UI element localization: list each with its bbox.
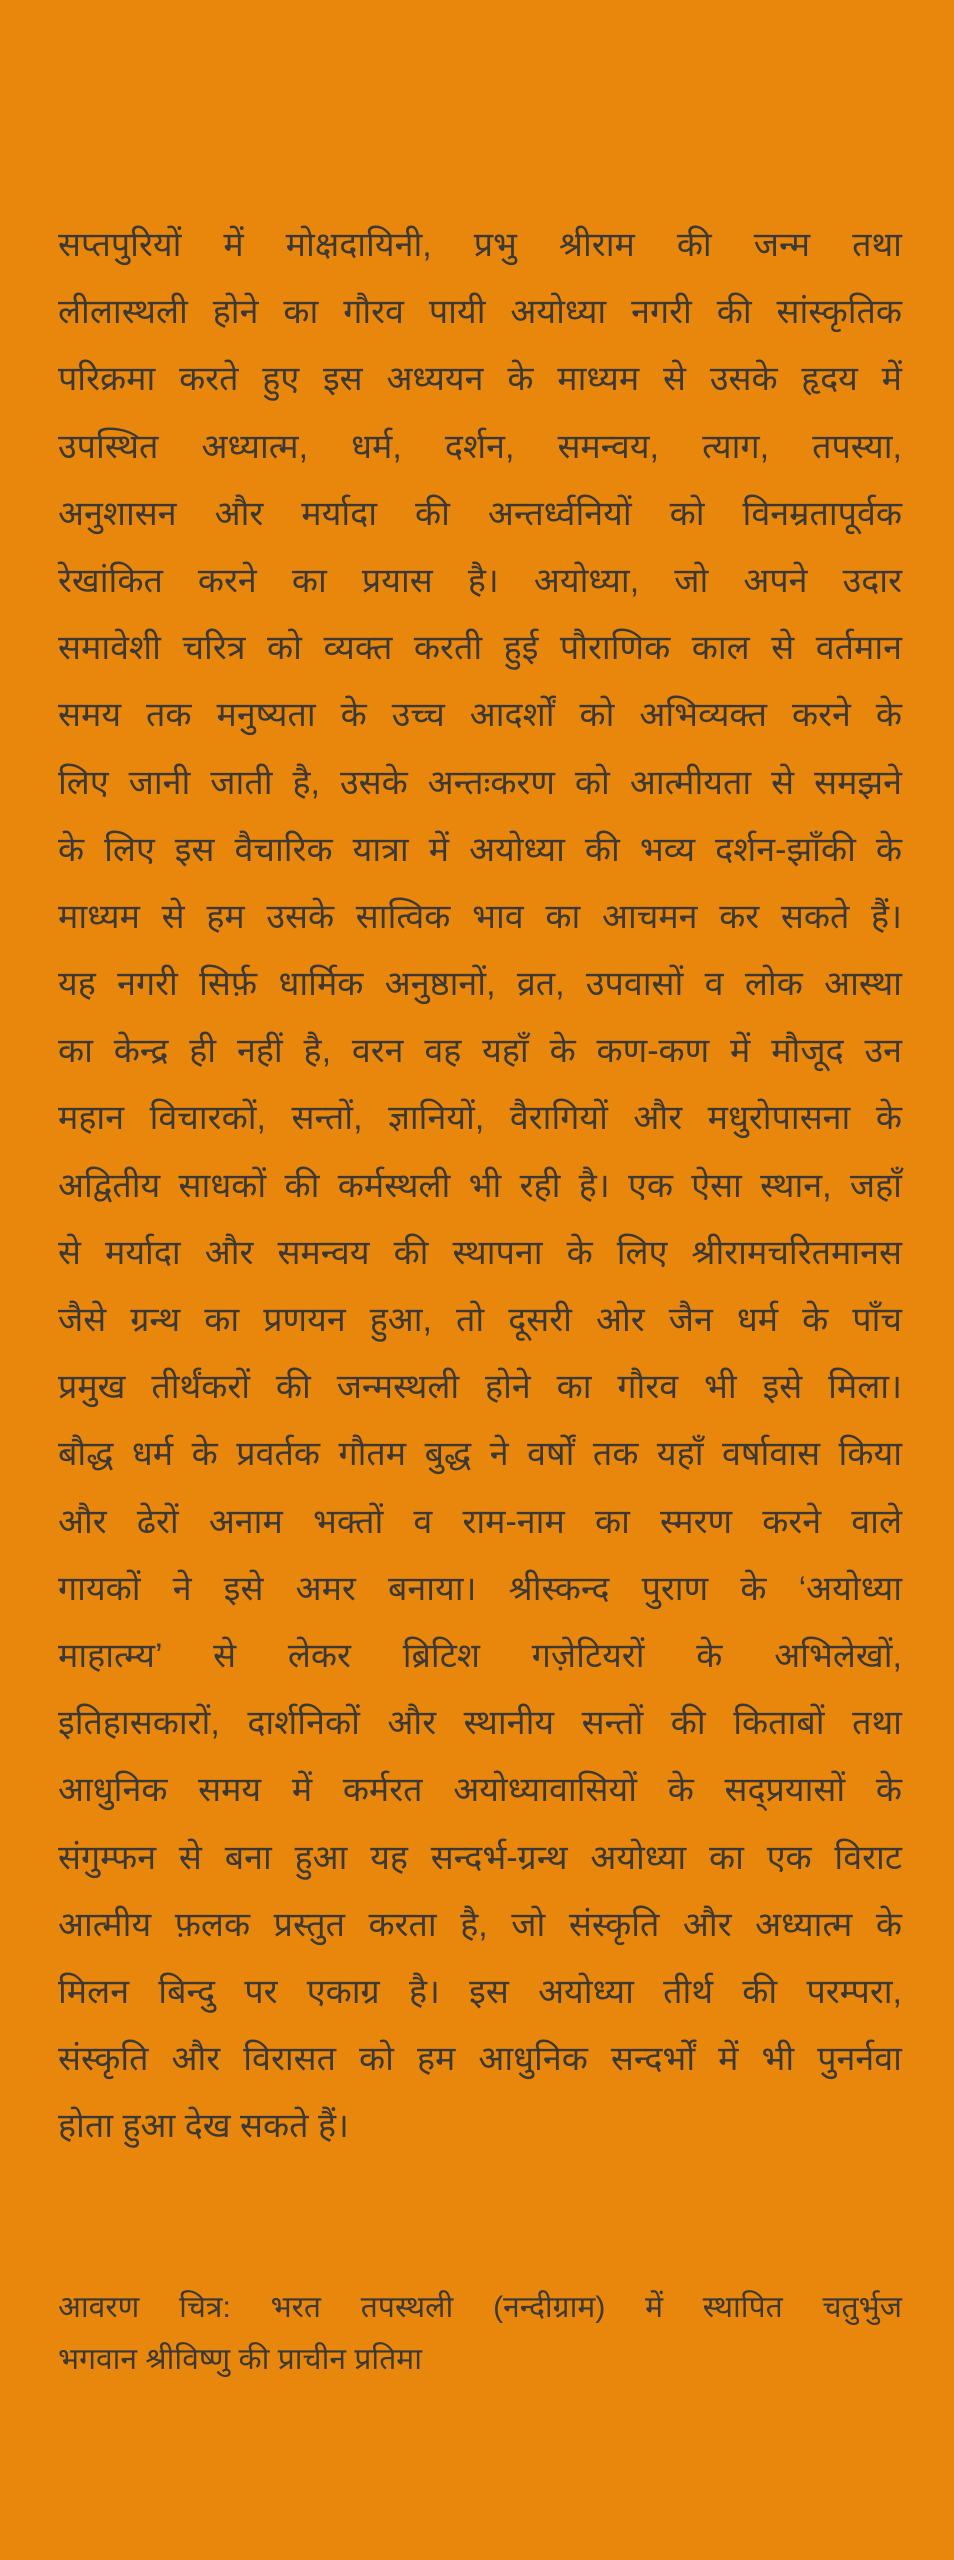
blurb-line: अद्वितीय साधकों की कर्मस्थली भी रही है। एक ऐसा स्थान, जहाँ	[58, 1166, 902, 1205]
blurb-line: का केन्द्र ही नहीं है, वरन वह यहाँ के कण-कण में मौजूद उन	[58, 1032, 902, 1071]
blurb-line: यह नगरी सिर्फ़ धार्मिक अनुष्ठानों, व्रत, उपवासों व लोक आस्था	[58, 965, 902, 1004]
blurb-line: महान विचारकों, सन्तों, ज्ञानियों, वैरागियों और मधुरोपासना के	[58, 1099, 902, 1138]
blurb-line: उपस्थित अध्यात्म, धर्म, दर्शन, समन्वय, त्याग, तपस्या,	[58, 427, 902, 466]
blurb-line: समावेशी चरित्र को व्यक्त करती हुई पौराणिक काल से वर्तमान	[58, 629, 902, 668]
blurb-line: रेखांकित करने का प्रयास है। अयोध्या, जो अपने उदार	[58, 561, 902, 600]
blurb-line: समय तक मनुष्यता के उच्च आदर्शों को अभिव्यक्त करने के	[58, 696, 902, 735]
blurb-line: से मर्यादा और समन्वय की स्थापना के लिए श्रीरामचरितमानस	[58, 1233, 902, 1272]
blurb-line: और ढेरों अनाम भक्तों व राम-नाम का स्मरण करने वाले	[58, 1502, 902, 1541]
blurb-line: के लिए इस वैचारिक यात्रा में अयोध्या की भव्य दर्शन-झाँकी के	[58, 830, 902, 869]
blurb-line: माहात्म्य’ से लेकर ब्रिटिश गज़ेटियरों के अभिलेखों,	[58, 1636, 902, 1675]
blurb-line: होता हुआ देख सकते हैं।	[58, 2107, 349, 2146]
blurb-line: मिलन बिन्दु पर एकाग्र है। इस अयोध्या तीर्थ की परम्परा,	[58, 1972, 902, 2011]
caption-line: आवरण चित्र: भरत तपस्थली (नन्दीग्राम) में स्थापित चतुर्भुज	[58, 2291, 902, 2324]
blurb-line: सप्तपुरियों में मोक्षदायिनी, प्रभु श्रीराम की जन्म तथा	[58, 226, 902, 264]
cover-image-caption	[58, 2282, 902, 2386]
blurb-line: गायकों ने इसे अमर बनाया। श्रीस्कन्द पुराण के ‘अयोध्या	[58, 1569, 902, 1608]
blurb-line: जैसे ग्रन्थ का प्रणयन हुआ, तो दूसरी ओर जैन धर्म के पाँच	[58, 1301, 902, 1339]
blurb-line: आधुनिक समय में कर्मरत अयोध्यावासियों के सद्प्रयासों के	[58, 1771, 902, 1810]
blurb-line: बौद्ध धर्म के प्रवर्तक गौतम बुद्ध ने वर्षों तक यहाँ वर्षावास किया	[58, 1435, 902, 1474]
blurb-line: इतिहासकारों, दार्शनिकों और स्थानीय सन्तों की किताबों तथा	[58, 1704, 902, 1743]
blurb-line: अनुशासन और मर्यादा की अन्तर्ध्वनियों को विनम्रतापूर्वक	[58, 494, 902, 533]
blurb-line: माध्यम से हम उसके सात्विक भाव का आचमन कर सकते हैं।	[58, 897, 902, 936]
caption-line: भगवान श्रीविष्णु की प्राचीन प्रतिमा	[58, 2343, 422, 2376]
blurb-line: लिए जानी जाती है, उसके अन्तःकरण को आत्मीयता से समझने	[58, 763, 902, 802]
blurb-line: संगुम्फन से बना हुआ यह सन्दर्भ-ग्रन्थ अयोध्या का एक विराट	[58, 1838, 902, 1877]
blurb-line: परिक्रमा करते हुए इस अध्ययन के माध्यम से उसके हृदय में	[58, 360, 902, 399]
blurb-line: आत्मीय फ़लक प्रस्तुत करता है, जो संस्कृति और अध्यात्म के	[58, 1905, 902, 1944]
blurb-line: लीलास्थली होने का गौरव पायी अयोध्या नगरी की सांस्कृतिक	[58, 293, 902, 332]
blurb-line: संस्कृति और विरासत को हम आधुनिक सन्दर्भों में भी पुनर्नवा	[58, 2040, 902, 2079]
blurb-line: प्रमुख तीर्थंकरों की जन्मस्थली होने का गौरव भी इसे मिला।	[58, 1368, 902, 1407]
back-cover-blurb	[58, 212, 902, 2160]
